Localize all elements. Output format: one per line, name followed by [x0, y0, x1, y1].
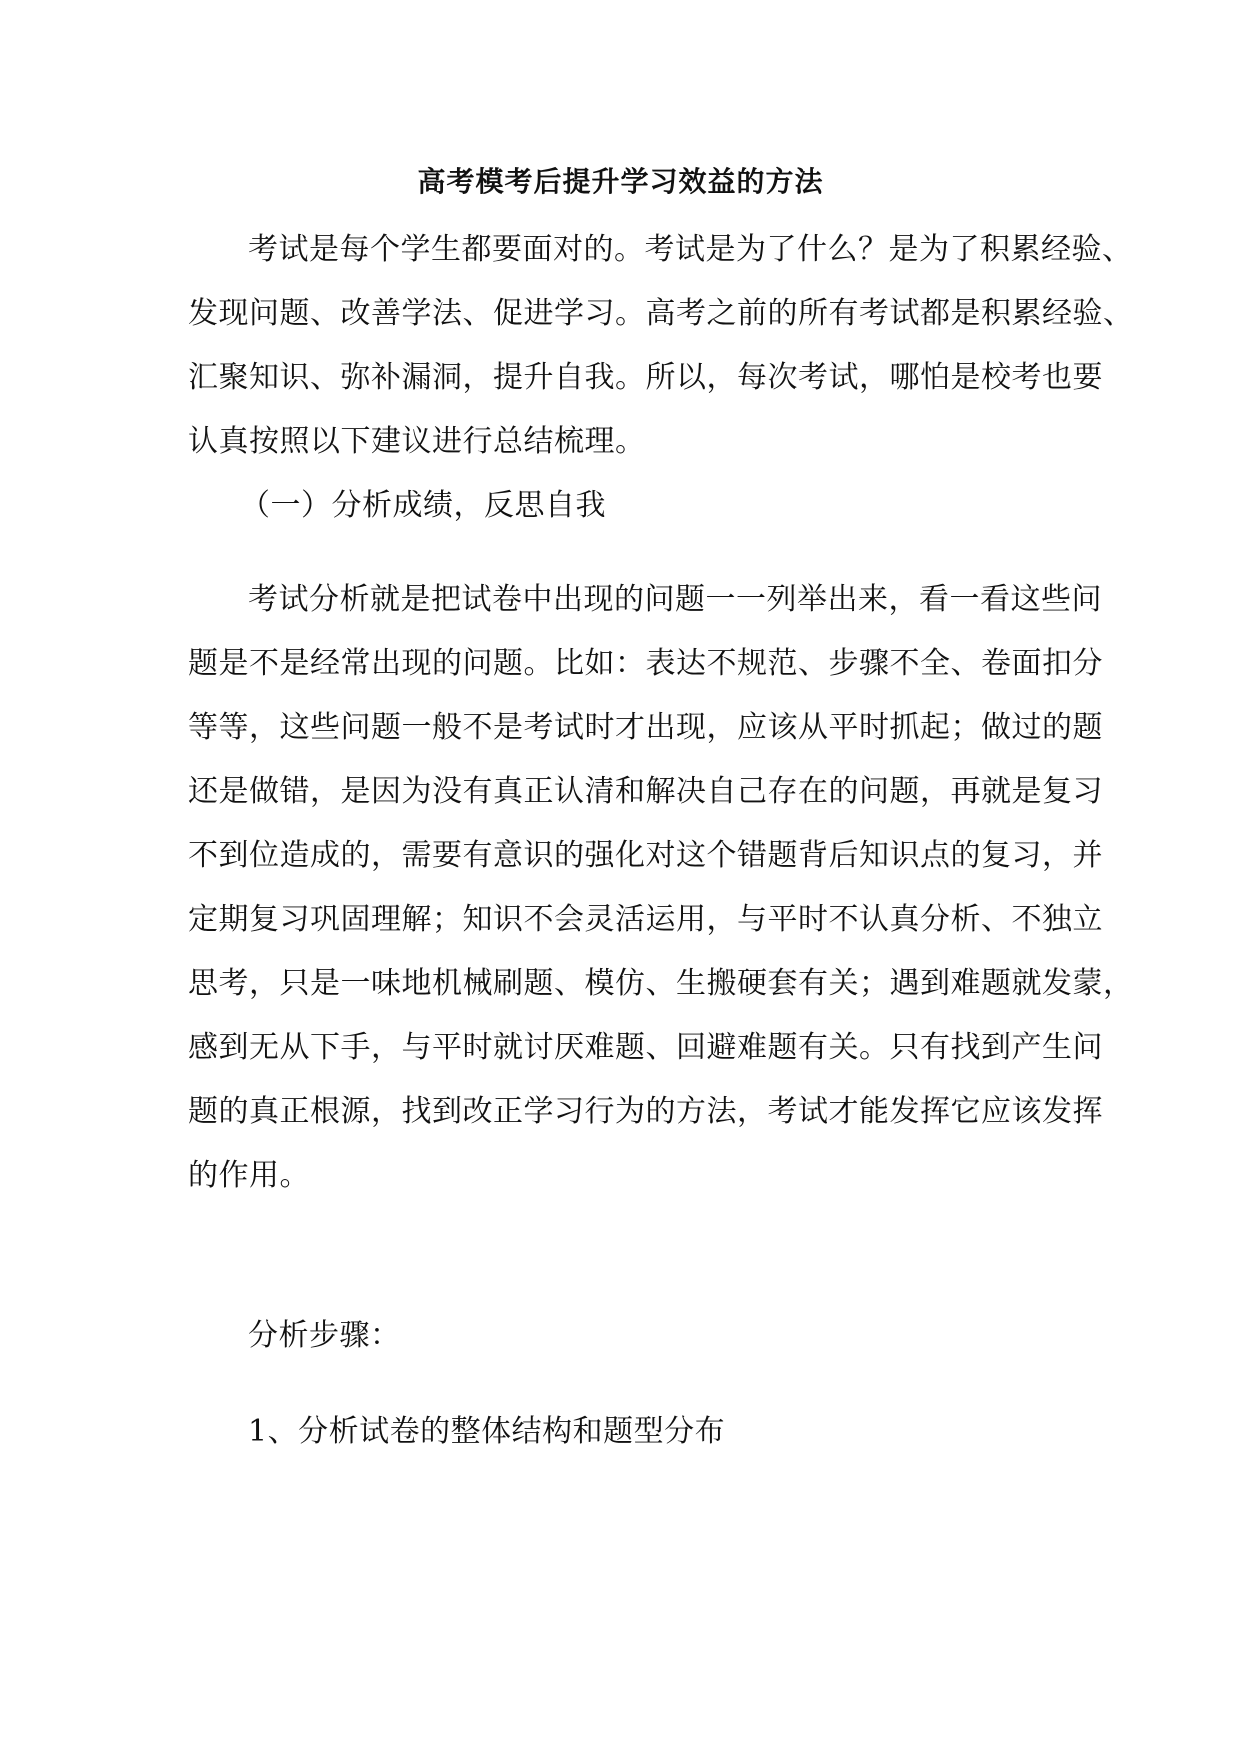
text-line: 汇聚知识、弥补漏洞，提升自我。所以，每次考试，哪怕是校考也要: [188, 360, 1103, 395]
intro-paragraph: [188, 218, 1134, 474]
steps-label-text: 分析步骤：: [248, 1318, 401, 1353]
text-line: 题的真正根源，找到改正学习行为的方法，考试才能发挥它应该发挥: [188, 1094, 1103, 1129]
document-title: 高考模考后提升学习效益的方法: [417, 165, 824, 198]
steps-label: [188, 1304, 1060, 1368]
section-heading: [188, 474, 1060, 538]
text-line: 不到位造成的，需要有意识的强化对这个错题背后知识点的复习，并: [188, 838, 1103, 873]
text-line: 考试分析就是把试卷中出现的问题一一列举出来，看一看这些问: [248, 582, 1102, 617]
text-line: 思考，只是一味地机械刷题、模仿、生搬硬套有关；遇到难题就发蒙，: [188, 966, 1134, 1001]
text-line: 发现问题、改善学法、促进学习。高考之前的所有考试都是积累经验、: [188, 296, 1134, 331]
text-line: 等等，这些问题一般不是考试时才出现，应该从平时抓起；做过的题: [188, 710, 1103, 745]
text-line: 定期复习巩固理解；知识不会灵活运用，与平时不认真分析、不独立: [188, 902, 1103, 937]
analysis-paragraph: [188, 568, 1134, 1208]
text-line: 考试是每个学生都要面对的。考试是为了什么？是为了积累经验、: [248, 232, 1133, 267]
text-line: 的作用。: [188, 1158, 310, 1193]
step-item: [188, 1400, 1060, 1464]
step-item-text: 1、分析试卷的整体结构和题型分布: [248, 1414, 726, 1449]
section-heading-text: （一）分析成绩，反思自我: [240, 488, 606, 523]
text-line: 感到无从下手，与平时就讨厌难题、回避难题有关。只有找到产生问: [188, 1030, 1103, 1065]
text-line: 题是不是经常出现的问题。比如：表达不规范、步骤不全、卷面扣分: [188, 646, 1103, 681]
text-line: 认真按照以下建议进行总结梳理。: [188, 424, 646, 459]
text-line: 还是做错，是因为没有真正认清和解决自己存在的问题，再就是复习: [188, 774, 1103, 809]
